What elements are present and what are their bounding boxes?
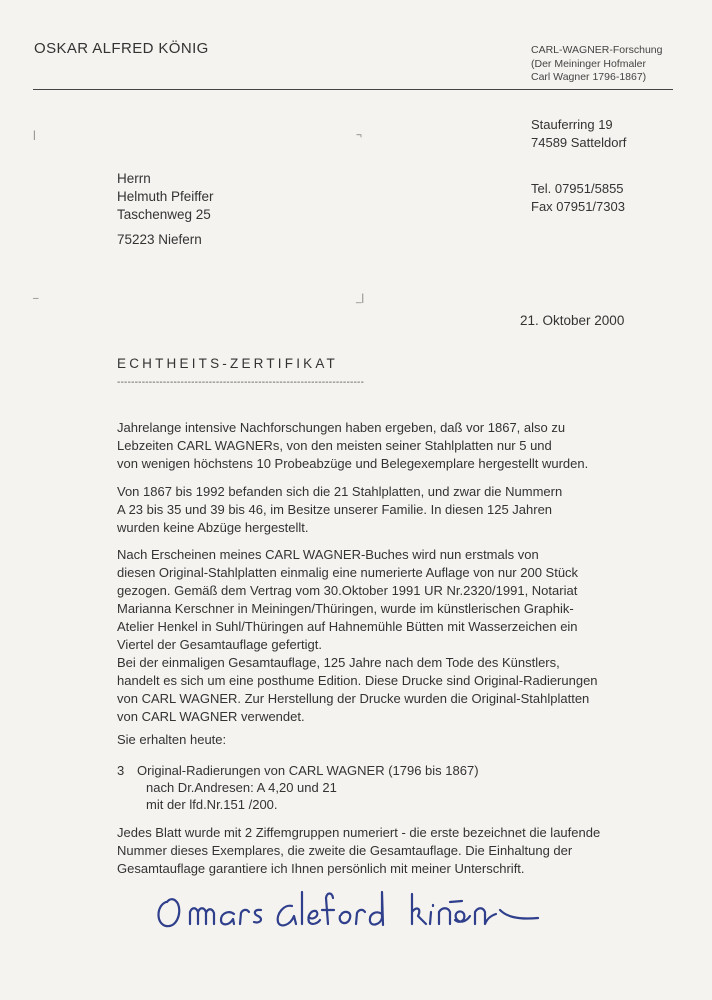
handwritten-signature	[150, 880, 550, 940]
closing-paragraph	[117, 824, 637, 878]
window-corner-mark: ¬	[356, 130, 362, 141]
body-paragraph	[117, 419, 637, 473]
header-divider	[33, 89, 673, 90]
body-line: gezogen. Gemäß dem Vertrag vom 30.Oktober 1991 UR Nr.2320/1991, Notariat	[117, 583, 578, 598]
body-line: handelt es sich um eine posthume Edition. Diese Drucke sind Original-Radierungen	[117, 673, 598, 688]
body-line: A 23 bis 35 und 39 bis 46, im Besitze unserer Familie. In diesen 125 Jahren	[117, 502, 553, 517]
sender-contact	[531, 180, 625, 216]
window-corner-mark: _|	[356, 293, 365, 304]
body-line: Sie erhalten heute:	[117, 732, 227, 747]
sender-address	[531, 116, 626, 152]
recipient-address	[117, 170, 214, 224]
sender-name: OSKAR ALFRED KÖNIG	[34, 40, 209, 57]
certificate-underline: ----------------------------------------------------------------------	[117, 377, 365, 388]
fold-mark: |	[33, 130, 36, 141]
body-line: Bei der einmaligen Gesamtauflage, 125 Jahre nach dem Tode des Künstlers,	[117, 655, 560, 670]
body-line: von CARL WAGNER verwendet.	[117, 709, 305, 724]
research-line: CARL-WAGNER-Forschung	[531, 44, 663, 56]
fax-number: Fax 07951/7303	[531, 199, 625, 214]
body-line: wurden keine Abzüge hergestellt.	[117, 520, 309, 535]
body-line: von wenigen höchstens 10 Probeabzüge und Belegexemplare hergestellt wurden.	[117, 456, 589, 471]
item-reference: nach Dr.Andresen: A 4,20 und 21	[146, 780, 337, 795]
item-count: 3	[117, 763, 125, 778]
body-line: von CARL WAGNER. Zur Herstellung der Drucke wurden die Original-Stahlplatten	[117, 691, 590, 706]
body-paragraph	[117, 546, 637, 654]
body-paragraph	[117, 483, 637, 537]
certificate-title: ECHTHEITS-ZERTIFIKAT	[117, 356, 339, 371]
research-line: Carl Wagner 1796-1867)	[531, 71, 647, 83]
address-city: 74589 Satteldorf	[531, 135, 627, 150]
body-line: diesen Original-Stahlplatten einmalig eine numerierte Auflage von nur 200 Stück	[117, 565, 579, 580]
body-line: Atelier Henkel in Suhl/Thüringen auf Hahnemühle Bütten mit Wasserzeichen ein	[117, 619, 578, 634]
body-line: Gesamtauflage garantiere ich Ihnen persönlich mit meiner Unterschrift.	[117, 861, 525, 876]
fold-mark: –	[33, 293, 39, 304]
body-line: Jedes Blatt wurde mit 2 Ziffemgruppen numeriert - die erste bezeichnet die laufende	[117, 825, 601, 840]
letter-date: 21. Oktober 2000	[520, 313, 625, 328]
body-line: Nummer dieses Exemplares, die zweite die Gesamtauflage. Die Einhaltung der	[117, 843, 573, 858]
research-block	[531, 44, 662, 85]
item-description: Original-Radierungen von CARL WAGNER (1796 bis 1867)	[137, 763, 479, 778]
address-street: Stauferring 19	[531, 117, 613, 132]
body-line: Nach Erscheinen meines CARL WAGNER-Buches wird nun erstmals von	[117, 547, 539, 562]
body-line: Lebzeiten CARL WAGNERs, von den meisten seiner Stahlplatten nur 5 und	[117, 438, 552, 453]
recipient-city: 75223 Niefern	[117, 232, 202, 247]
recipient-street: Taschenweg 25	[117, 207, 211, 222]
recipient-salutation: Herrn	[117, 171, 151, 186]
body-paragraph	[117, 654, 637, 726]
research-line: (Der Meininger Hofmaler	[531, 57, 646, 70]
body-paragraph	[117, 731, 637, 749]
body-line: Jahrelange intensive Nachforschungen haben ergeben, daß vor 1867, also zu	[117, 420, 566, 435]
recipient-name: Helmuth Pfeiffer	[117, 189, 214, 204]
body-line: Von 1867 bis 1992 befanden sich die 21 Stahlplatten, und zwar die Nummern	[117, 484, 563, 499]
body-line: Marianna Kerschner in Meiningen/Thüringen, wurde im künstlerischen Graphik-	[117, 601, 574, 616]
body-line: Viertel der Gesamtauflage gefertigt.	[117, 637, 322, 652]
phone-number: Tel. 07951/5855	[531, 181, 624, 196]
item-serial: mit der lfd.Nr.151 /200.	[146, 797, 278, 812]
